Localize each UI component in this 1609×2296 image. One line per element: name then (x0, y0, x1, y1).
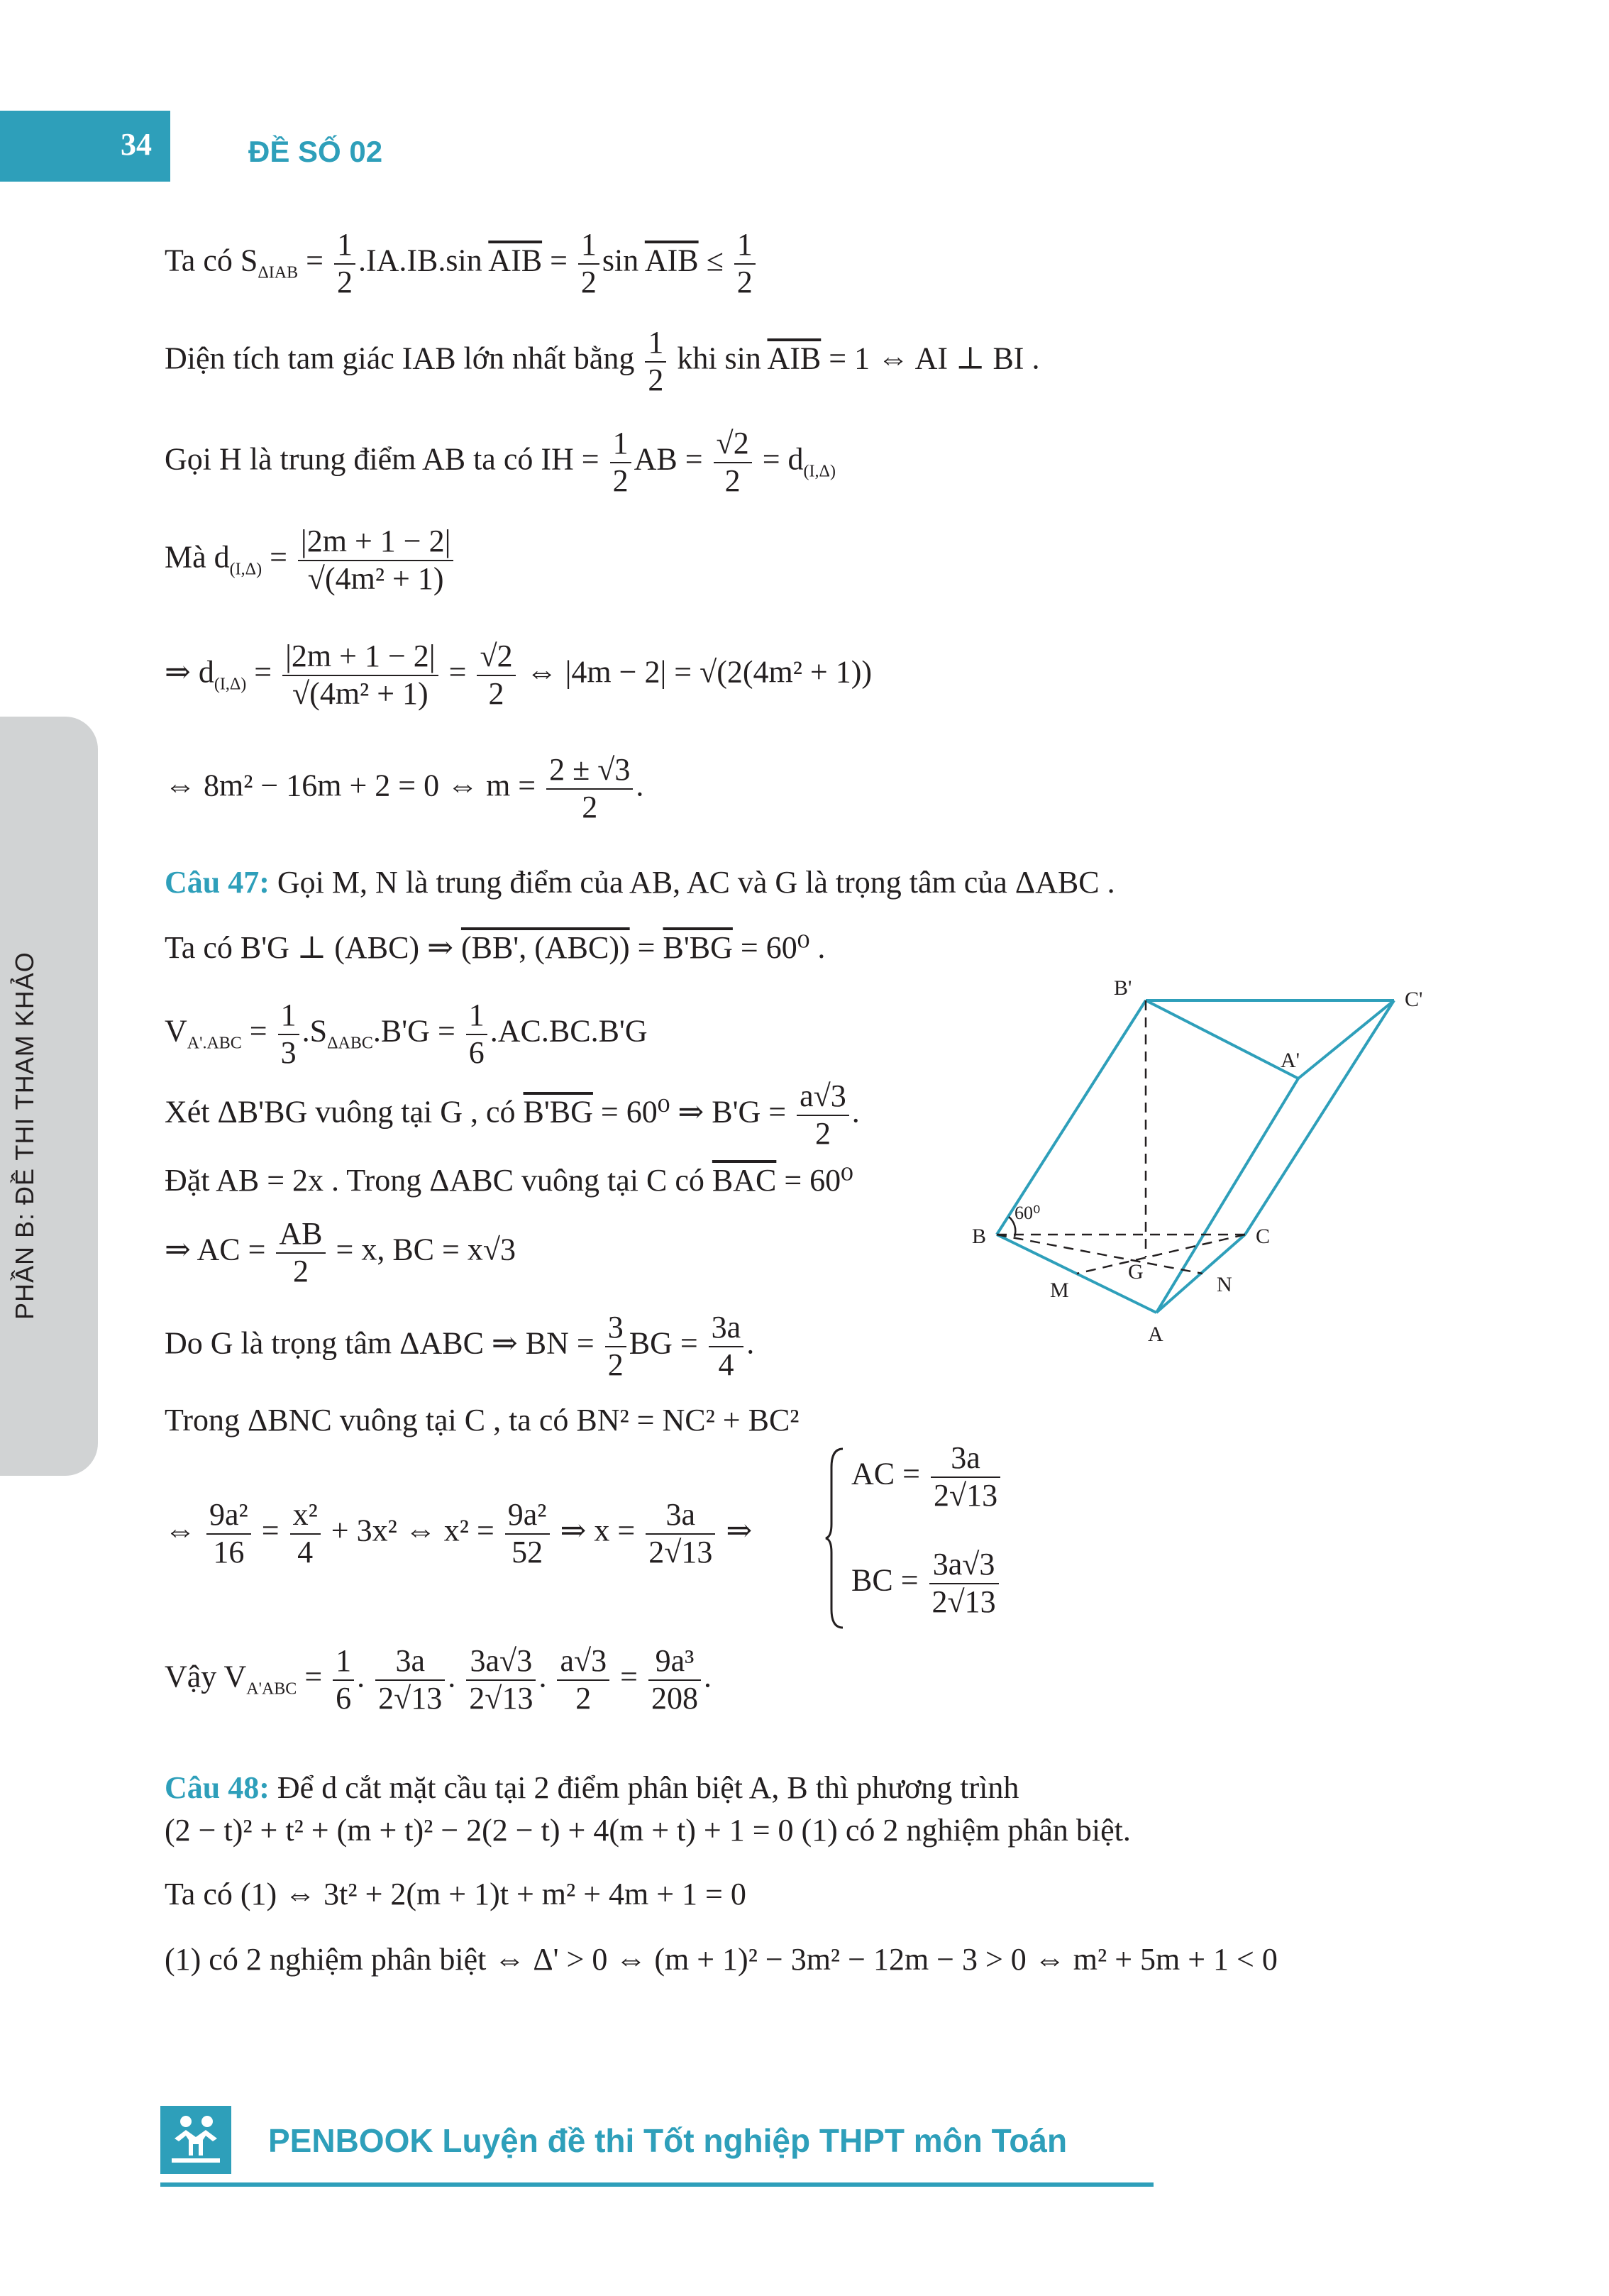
label-c1: C' (1405, 988, 1423, 1011)
label-n: N (1217, 1273, 1232, 1296)
prism-diagram (965, 965, 1476, 1362)
line-equation-1: (2 − t)² + t² + (m + t)² − 2(2 − t) + 4(m + t) + 1 = 0 (1) có 2 nghiệm phân biệt. (165, 1813, 1131, 1848)
line-centroid-bn: Do G là trọng tâm ΔABC ⇒ BN = $\frac{3}{2}$ BG = $\frac{3a}{4}$ . (165, 1310, 755, 1382)
line-solve-m: ⇔ 8m² − 16m + 2 = 0 ⇔ m = $\frac{2 \pm √3}{2}$ . (165, 752, 644, 824)
line-ac-bc: ⇒ AC = $\frac{AB}{2}$ = x, BC = x√3 (165, 1216, 516, 1288)
prism-edges (997, 1000, 1394, 1313)
label-g: G (1128, 1260, 1144, 1284)
label-m: M (1050, 1279, 1069, 1302)
edge-c-c1 (1245, 1000, 1394, 1235)
line-pythagoras: Trong ΔBNC vuông tại C , ta có BN² = NC² + BC² (165, 1403, 800, 1437)
question-47: Câu 47: Gọi M, N là trung điểm của AB, AC và G là trọng tâm của ΔABC . (165, 865, 1115, 900)
footer-title: PENBOOK Luyện đề thi Tốt nghiệp THPT môn Toán (268, 2122, 1068, 2159)
line-distance-equation: ⇒ $d_{(I,\Delta)}$ = $\frac{|2m + 1 - 2|}{\text{√(4m² + 1)}}$ = $\frac{√2}{2}$ ⇔ |4m − 2| = √(2(4m² + 1)) (165, 639, 873, 711)
question-48: Câu 48: Để d cắt mặt cầu tại 2 điểm phân biệt A, B thì phương trình (165, 1770, 1019, 1805)
line-area-formula: Ta có $S_{\Delta IAB}$ = $\frac{1}{2}$ .IA.IB.sin $\overline{AIB}$ = $\frac{1}{2}$ $\sin \overline{AIB}$ ≤ $\frac{1}{2}$ (165, 227, 758, 300)
line-distance-formula: Mà $d_{(I,\Delta)}$ = $\frac{|2m + 1 - 2|}{\text{√(4m² + 1)}}$ (165, 524, 456, 597)
edge-a1-c1 (1298, 1000, 1394, 1078)
line-midpoint-h: Gọi H là trung điểm AB ta có IH = $\frac{1}{2}$ AB = $\frac{√2}{2}$ = $d_{(I,\Delta)}$ (165, 426, 836, 498)
label-angle: 60⁰ (1014, 1203, 1041, 1223)
system-bc: BC = $\frac{3a√3}{2√13}$ (851, 1547, 1002, 1620)
edge-b1-a1 (1146, 1000, 1298, 1078)
system-ac: AC = $\frac{3a}{2√13}$ (851, 1440, 1003, 1513)
edge-b-b1 (997, 1000, 1146, 1235)
line-angle-bbg: Ta có B'G ⊥ (ABC) ⇒ (BB', (ABC)) = B'BG = 60⁰ . (165, 930, 826, 965)
line-solve-x: ⇔ $\frac{\text{9a²}}{16}$ = $\frac{\text{x²}}{4}$ + 3x² ⇔ x² = $\frac{\text{9a²}}{52}$ ⇒ x = $\frac{3a}{2√13}$ ⇒ (165, 1497, 753, 1569)
header-title: ĐỀ SỐ 02 (248, 135, 383, 168)
penbook-logo-icon (160, 2106, 231, 2174)
page-number: 34 (121, 127, 152, 162)
system-brace (824, 1446, 846, 1630)
section-side-label: PHẦN B: ĐỀ THI THAM KHẢO (10, 951, 39, 1320)
line-volume-result: Vậy $V_{A'ABC}$ = $\frac{1}{6}$ . $\frac{3a}{2√13}$ . $\frac{3a√3}{2√13}$ . $\frac{a√3}{2}$ = $\frac{\text{9a³}}{208}$ . (165, 1643, 712, 1716)
line-volume-formula: $V_{A'.ABC}$ = $\frac{1}{3}$ $.S_{\Delta ABC}.B'G$ = $\frac{1}{6}$ .AC.BC.B'G (165, 998, 648, 1070)
line-triangle-bbg: Xét ΔB'BG vuông tại G , có B'BG = 60⁰ ⇒ B'G = $\frac{a√3}{2}$ . (165, 1078, 860, 1151)
label-b: B (972, 1225, 987, 1248)
line-set-ab: Đặt AB = 2x . Trong ΔABC vuông tại C có $\overline{BAC} = 60^0$ (165, 1163, 853, 1198)
label-c: C (1256, 1225, 1271, 1248)
label-a1: A' (1281, 1049, 1300, 1072)
line-discriminant: (1) có 2 nghiệm phân biệt ⇔ Δ' > 0 ⇔ (m + 1)² − 3m² − 12m − 3 > 0 ⇔ m² + 5m + 1 < 0 (165, 1942, 1278, 1977)
label-b1: B' (1114, 976, 1132, 1000)
footer-rule (160, 2182, 1154, 2187)
label-a: A (1148, 1323, 1163, 1346)
edge-b-n-hidden (997, 1235, 1202, 1274)
line-max-area: Diện tích tam giác IAB lớn nhất bằng $\frac{1}{2}$ khi $\sin \overline{AIB} = 1$ ⇔ AI ⊥ BI . (165, 325, 1040, 397)
line-simplified-1: Ta có (1) ⇔ 3t² + 2(m + 1)t + m² + 4m + 1 = 0 (165, 1877, 746, 1911)
